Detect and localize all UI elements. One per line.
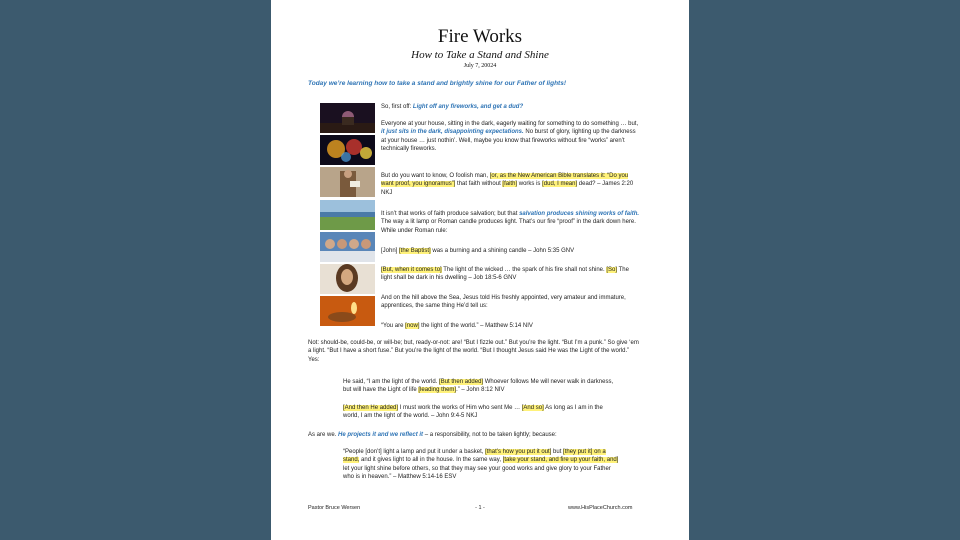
dud-firework-photo xyxy=(320,103,375,133)
paragraph-hill-above-sea: And on the hill above the Sea, Jesus told His freshly appointed, very amateur and immature, apprentices, the same thing He’d tell us: xyxy=(381,295,626,310)
text-segment: works is xyxy=(517,181,543,188)
text-emphasis: Light off any fireworks, and get a dud? xyxy=(412,104,524,110)
quote-matthew-5-14 xyxy=(381,322,641,330)
text-highlight: [And then He added] xyxy=(343,405,399,411)
text-segment: He said, “I am the light of the world. xyxy=(343,379,440,385)
text-highlight: [that’s how you put it out] xyxy=(485,449,552,455)
paragraph-as-are-we xyxy=(308,431,642,439)
page-title: Fire Works xyxy=(437,26,523,47)
text-segment: The way a lit lamp or Roman candle produces light. That’s our fire “proof” in the dark down here. While under Roman rule: xyxy=(381,219,636,234)
text-highlight: [faith] xyxy=(502,181,518,188)
paragraph-first-off xyxy=(381,103,641,111)
quote-john-8-12 xyxy=(343,378,620,395)
page-date: July 7, 20024 xyxy=(463,63,497,69)
text-segment: dead? – James 2:20 NKJ xyxy=(381,181,634,196)
text-highlight: [And so] xyxy=(521,405,544,411)
text-highlight: [or, as the New American Bible translates it: “Do you want proof, you ignoramus”] xyxy=(381,173,629,188)
text-highlight: [take your stand, and fire up your faith, and] xyxy=(502,457,619,464)
page-subtitle: How to Take a Stand and Shine xyxy=(411,49,549,61)
text-segment: I must work the works of Him who sent Me … xyxy=(398,405,522,411)
text-segment: But do you want to know, O foolish man, xyxy=(381,173,490,179)
text-highlight: [But then added] xyxy=(439,379,484,385)
document-page xyxy=(271,0,689,540)
footer-website: www.HisPlaceChurch.com xyxy=(568,505,633,511)
text-segment: So, first off: xyxy=(381,104,413,110)
hillside-sea-photo xyxy=(320,200,375,230)
text-segment: The light of the wicked … the spark of his fire shall not shine. xyxy=(441,267,607,273)
text-emphasis: it just sits in the dark, disappointing expectations. xyxy=(381,129,524,136)
fireworks-burst-photo xyxy=(320,135,375,165)
text-segment: was a burning and a shining candle – John 5:35 GNV xyxy=(430,248,575,254)
paragraph-everyone xyxy=(381,120,641,154)
text-segment: Everyone at your house, sitting in the dark, eagerly waiting for something to do something … but, xyxy=(381,121,639,127)
text-segment: As are we. xyxy=(308,432,339,438)
paragraph-james xyxy=(381,172,641,197)
oil-lamp-photo xyxy=(320,296,375,326)
paragraph-not-should-be: Not: should-be, could-be, or will-be; but, ready-or-not: are! “But I fizzle out.” But you’re the light. “But I’m a punk.” So give ‘em a light. “But I have a short fuse.” But you’re the light of the world. “But I thought Jesus said He was the Light of the world.” Yes: xyxy=(308,340,639,363)
text-segment: and it gives light to all in the house. In the same way, xyxy=(359,457,503,464)
text-highlight: [the Baptist] xyxy=(399,248,431,254)
text-highlight: [they put it] on a stand, xyxy=(343,449,606,464)
quote-matthew-5-14-16 xyxy=(343,448,620,482)
paragraph-works-of-faith xyxy=(381,210,641,235)
text-segment: that faith without xyxy=(455,181,503,188)
man-reading-photo xyxy=(320,167,375,197)
text-emphasis: salvation produces shining works of faith. xyxy=(519,211,640,217)
text-segment: No burst of glory, lighting up the darkness at your house … just nothin’. Well, maybe you know that fireworks without fire “works” aren’t technically fireworks. xyxy=(381,129,636,153)
text-segment: Whoever follows Me will never walk in darkness, but will have the Light of life xyxy=(343,379,614,394)
text-segment: The light shall be dark in his dwelling – Job 18:5-6 GNV xyxy=(381,267,629,282)
text-segment: “You are xyxy=(381,323,406,329)
quote-john-5-35 xyxy=(381,247,641,255)
text-segment: but xyxy=(551,449,564,455)
text-highlight: [So] xyxy=(606,267,618,273)
quote-john-9-4 xyxy=(343,404,620,421)
text-segment: – a responsibility, not to be taken lightly; because: xyxy=(423,432,557,438)
text-segment: let your light shine before others, so that they may see your good works and give glory to your Father who is in heaven.” – Matthew 5:14-16 ESV xyxy=(343,465,611,481)
text-segment: the light of the world.” – Matthew 5:14 NIV xyxy=(419,323,533,329)
text-highlight: [leading them] xyxy=(418,387,457,394)
jesus-portrait-photo xyxy=(320,264,375,294)
text-segment: .” – John 8:12 NIV xyxy=(456,387,505,394)
text-emphasis: He projects it and we reflect it xyxy=(338,432,424,438)
text-segment: It isn’t that works of faith produce salvation; but that xyxy=(381,211,520,217)
text-highlight: [now] xyxy=(405,323,420,329)
intro-line: Today we’re learning how to take a stand and brightly shine for our Father of lights! xyxy=(308,80,566,87)
quote-job-18 xyxy=(381,266,641,283)
text-segment: “People [don’t] light a lamp and put it under a basket, xyxy=(343,449,486,455)
text-segment: [John] xyxy=(381,248,400,254)
text-highlight: [dud, I mean] xyxy=(542,181,578,188)
apprentices-group-photo xyxy=(320,232,375,262)
footer-author: Pastor Bruce Wersen xyxy=(308,505,361,511)
text-segment: As long as I am in the world, I am the light of the world. – John 9:4-5 NKJ xyxy=(343,405,603,420)
footer-page-number: - 1 - xyxy=(475,505,485,511)
text-highlight: [But, when it comes to] xyxy=(381,267,442,273)
